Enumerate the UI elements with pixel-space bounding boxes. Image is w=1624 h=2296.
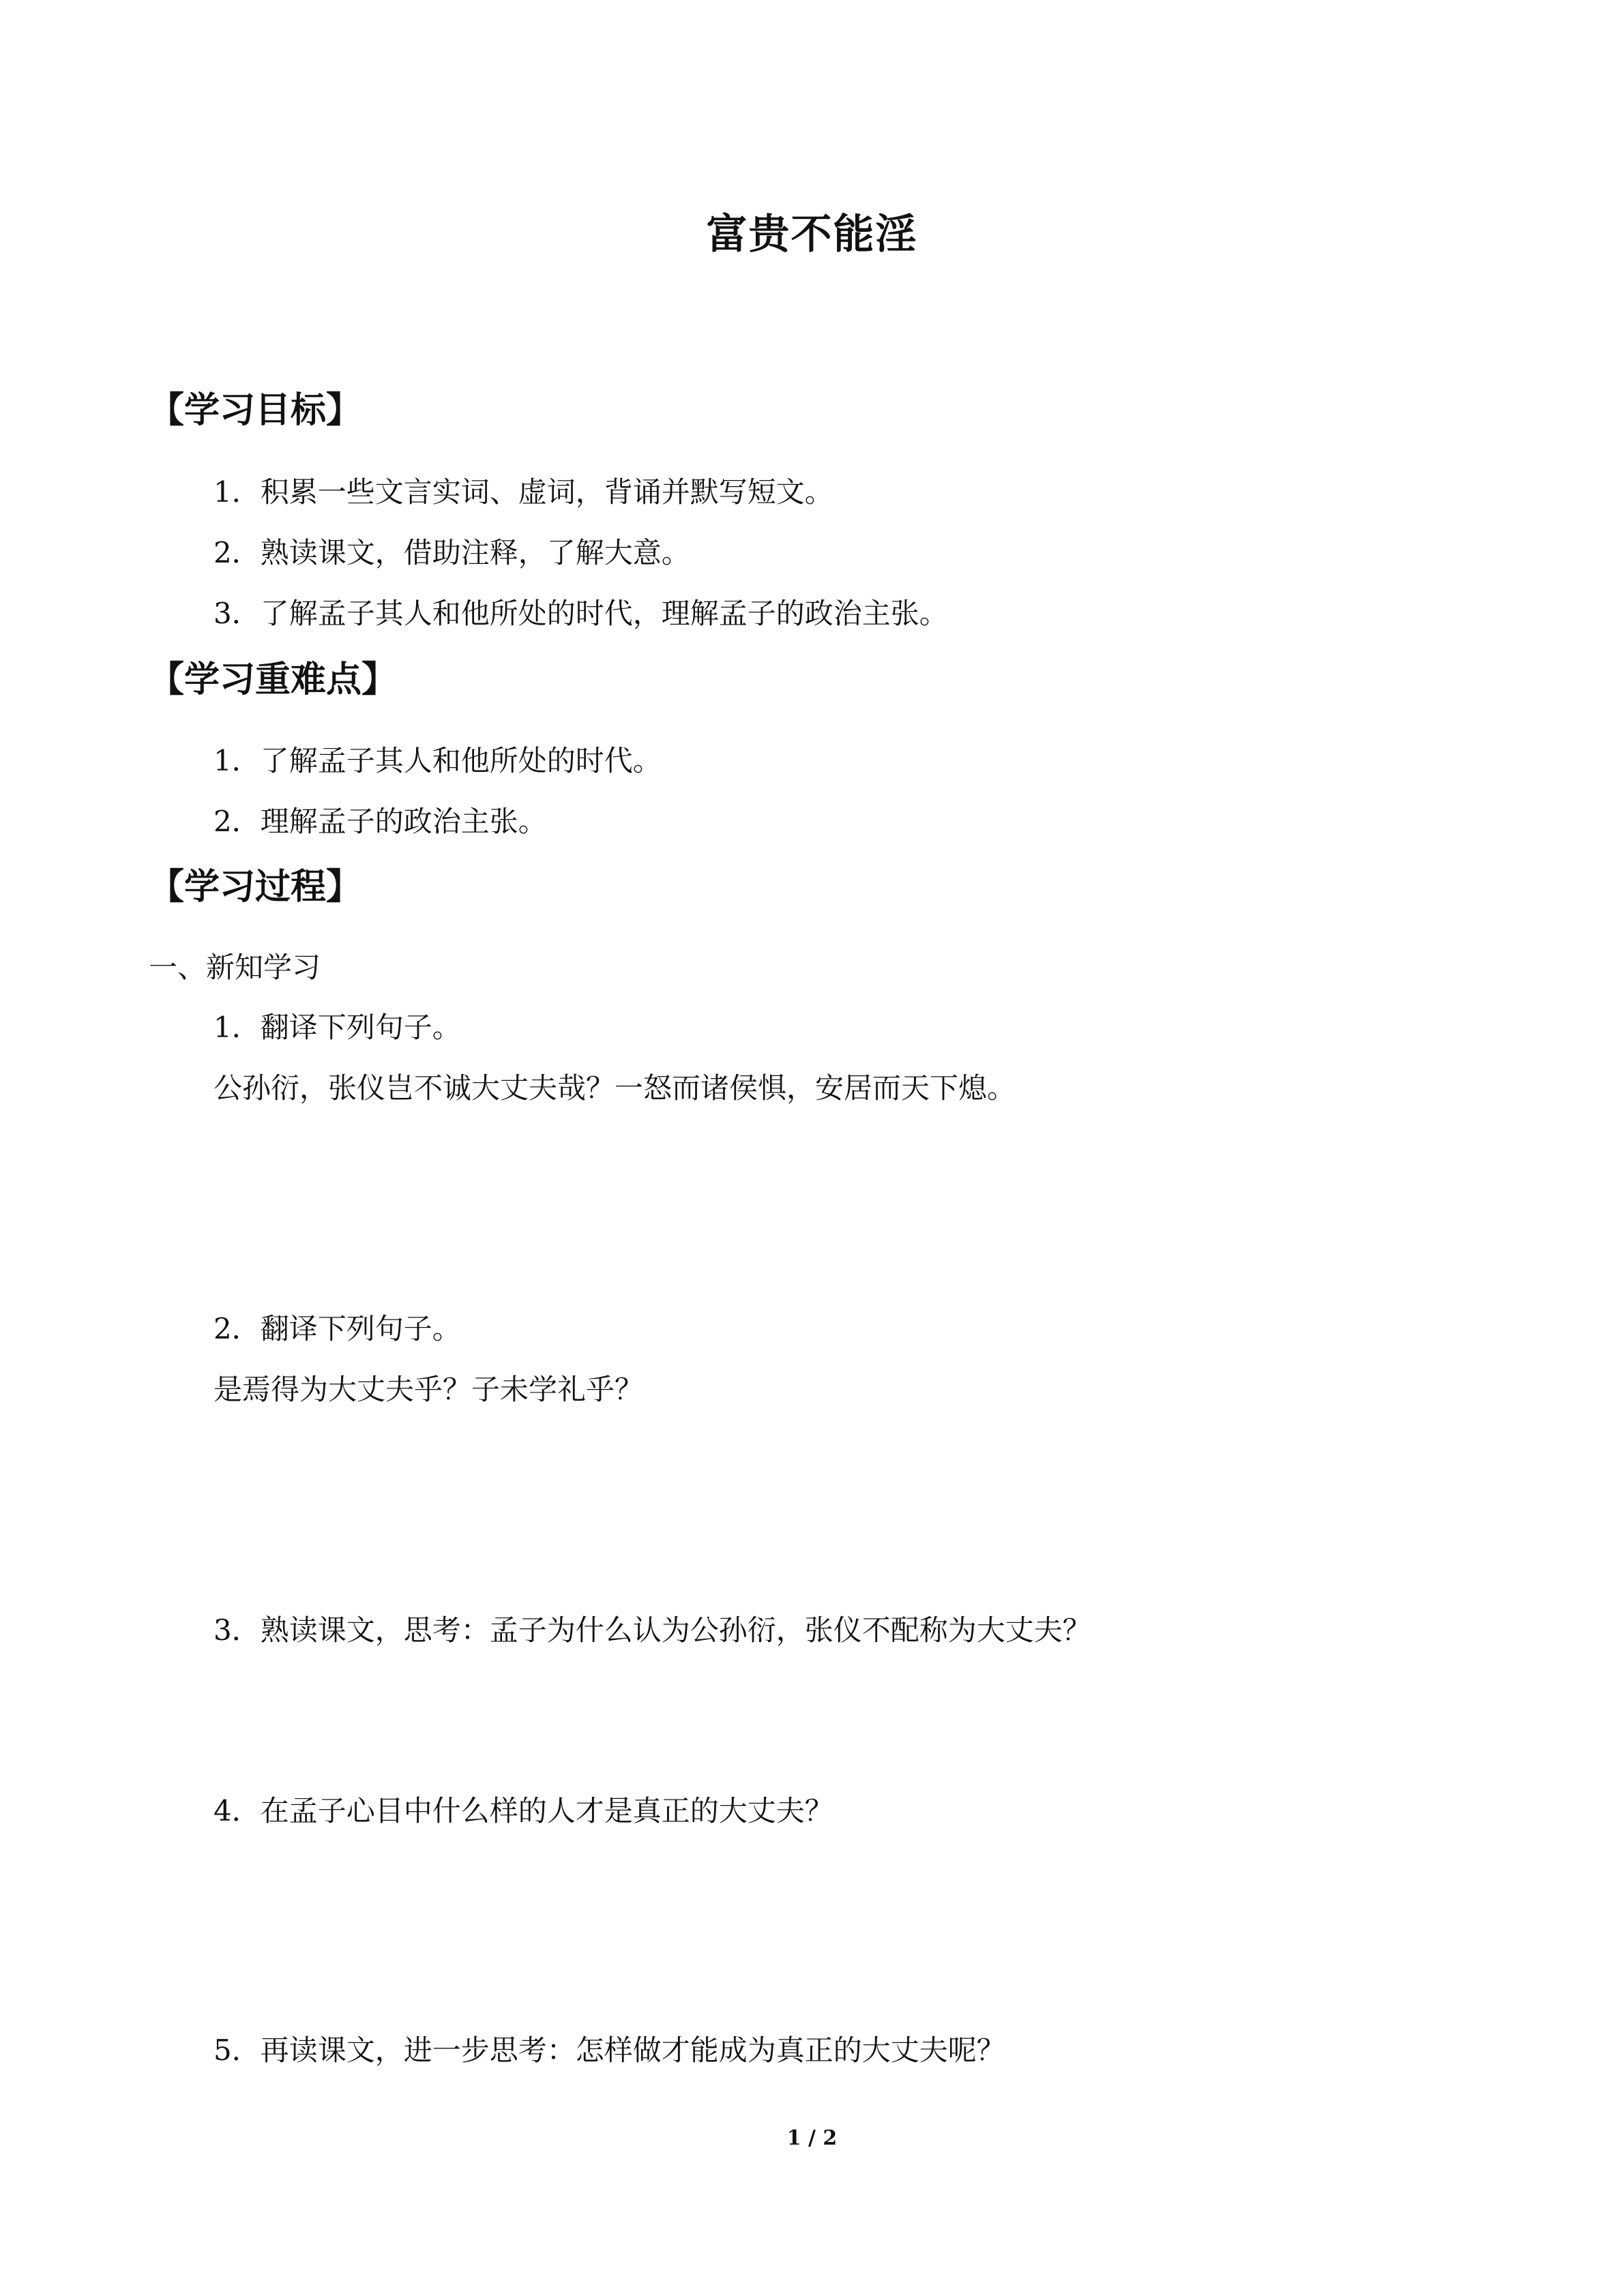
page-indicator: 1 / 2 [786,2126,838,2150]
question-3-prompt: 3．熟读课文，思考：孟子为什么认为公孙衍，张仪不配称为大丈夫？ [213,1613,1091,1647]
objective-item-1: 1．积累一些文言实词、虚词，背诵并默写短文。 [213,475,833,509]
question-2-prompt: 2．翻译下列句子。 [213,1312,461,1345]
key-points-heading: 【学习重难点】 [149,659,398,700]
question-2-content: 是焉得为大丈夫乎？子未学礼乎？ [213,1373,644,1406]
section-label: 一、新知学习 [149,951,321,984]
page-title: 富贵不能淫 [706,211,918,258]
objective-item-3: 3．了解孟子其人和他所处的时代，理解孟子的政治主张。 [213,597,948,630]
process-heading: 【学习过程】 [149,867,362,908]
question-1-prompt: 1．翻译下列句子。 [213,1011,461,1044]
question-5-prompt: 5．再读课文，进一步思考：怎样做才能成为真正的大丈夫呢？ [213,2033,1005,2067]
objectives-heading: 【学习目标】 [149,390,362,431]
question-1-content: 公孙衍，张仪岂不诚大丈夫哉？一怒而诸侯惧，安居而天下熄。 [213,1071,1016,1105]
objective-item-2: 2．熟读课文，借助注释，了解大意。 [213,536,690,569]
key-point-item-2: 2．理解孟子的政治主张。 [213,805,547,838]
question-4-prompt: 4．在孟子心目中什么样的人才是真正的大丈夫？ [213,1794,833,1828]
key-point-item-1: 1．了解孟子其人和他所处的时代。 [213,744,662,777]
